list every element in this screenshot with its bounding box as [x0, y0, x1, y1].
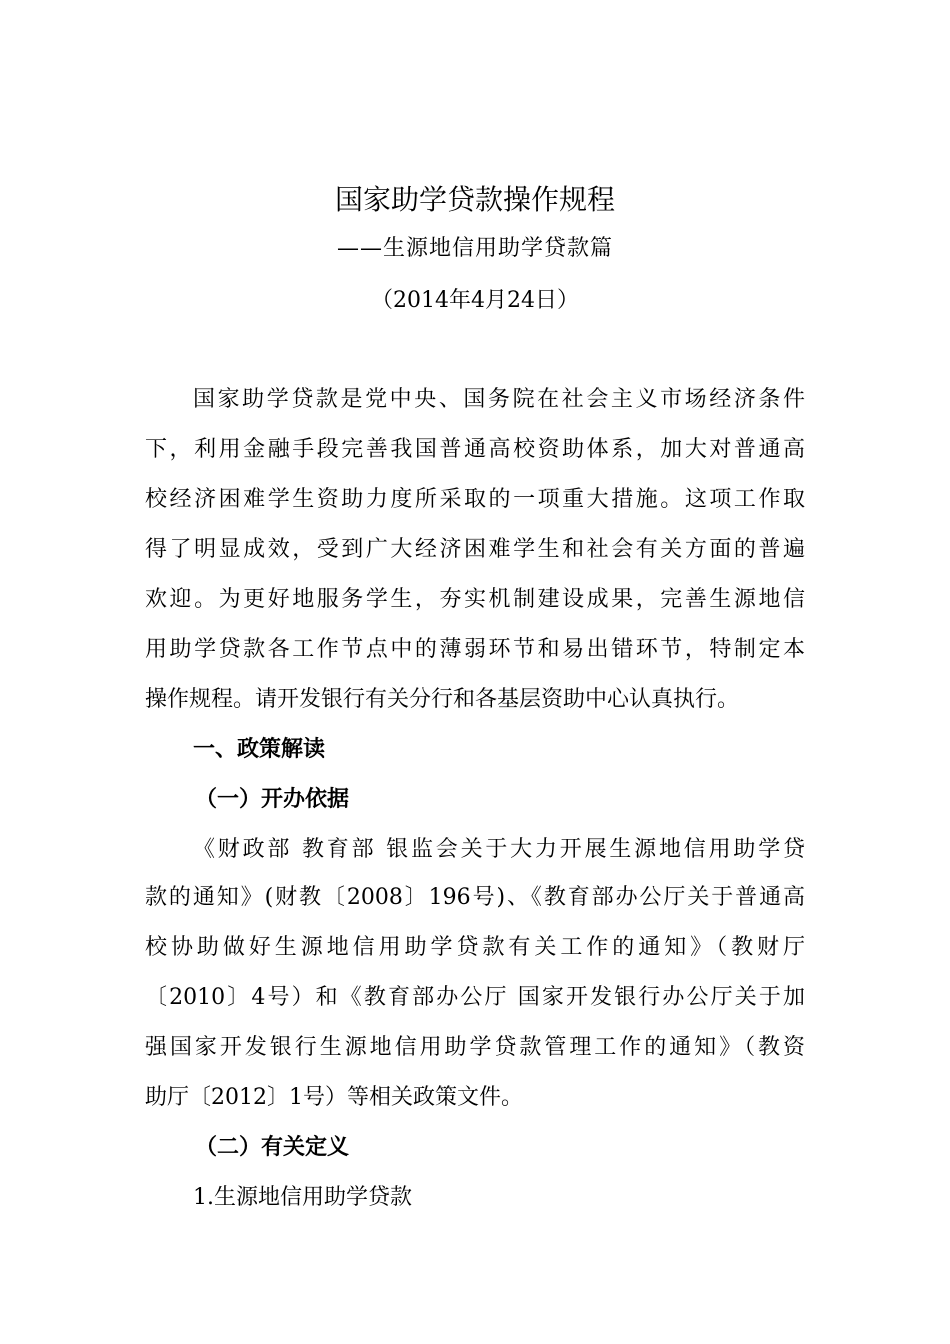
subsection-heading: （二）有关定义: [195, 1135, 350, 1160]
basis-line: 《财政部 教育部 银监会关于大力开展生源地信用助学贷: [193, 837, 805, 862]
basis-line: 〔2010〕4号）和《教育部办公厅 国家开发银行办公厅关于加: [145, 985, 805, 1010]
intro-line: 国家助学贷款是党中央、国务院在社会主义市场经济条件: [193, 387, 805, 412]
intro-line: 下，利用金融手段完善我国普通高校资助体系，加大对普通高: [145, 437, 805, 462]
basis-line: 强国家开发银行生源地信用助学贷款管理工作的通知》（教资: [145, 1035, 805, 1060]
document-subtitle: ——生源地信用助学贷款篇: [336, 236, 613, 261]
intro-line: 用助学贷款各工作节点中的薄弱环节和易出错环节，特制定本: [145, 637, 805, 662]
basis-line: 款的通知》(财教〔2008〕196号)、《教育部办公厅关于普通高: [145, 885, 805, 910]
basis-line: 助厅〔2012〕1号）等相关政策文件。: [145, 1085, 523, 1110]
intro-line: 得了明显成效，受到广大经济困难学生和社会有关方面的普遍: [145, 537, 805, 562]
definition-item: 1.生源地信用助学贷款: [193, 1185, 412, 1210]
subsection-heading: （一）开办依据: [195, 787, 350, 812]
intro-line: 欢迎。为更好地服务学生，夯实机制建设成果，完善生源地信: [145, 587, 805, 612]
section-heading: 一、政策解读: [193, 737, 326, 762]
document-date: （2014年4月24日）: [371, 288, 579, 313]
document-title: 国家助学贷款操作规程: [334, 183, 615, 216]
intro-line: 校经济困难学生资助力度所采取的一项重大措施。这项工作取: [145, 487, 805, 512]
intro-line: 操作规程。请开发银行有关分行和各基层资助中心认真执行。: [145, 687, 740, 712]
basis-line: 校协助做好生源地信用助学贷款有关工作的通知》（教财厅: [145, 935, 805, 960]
